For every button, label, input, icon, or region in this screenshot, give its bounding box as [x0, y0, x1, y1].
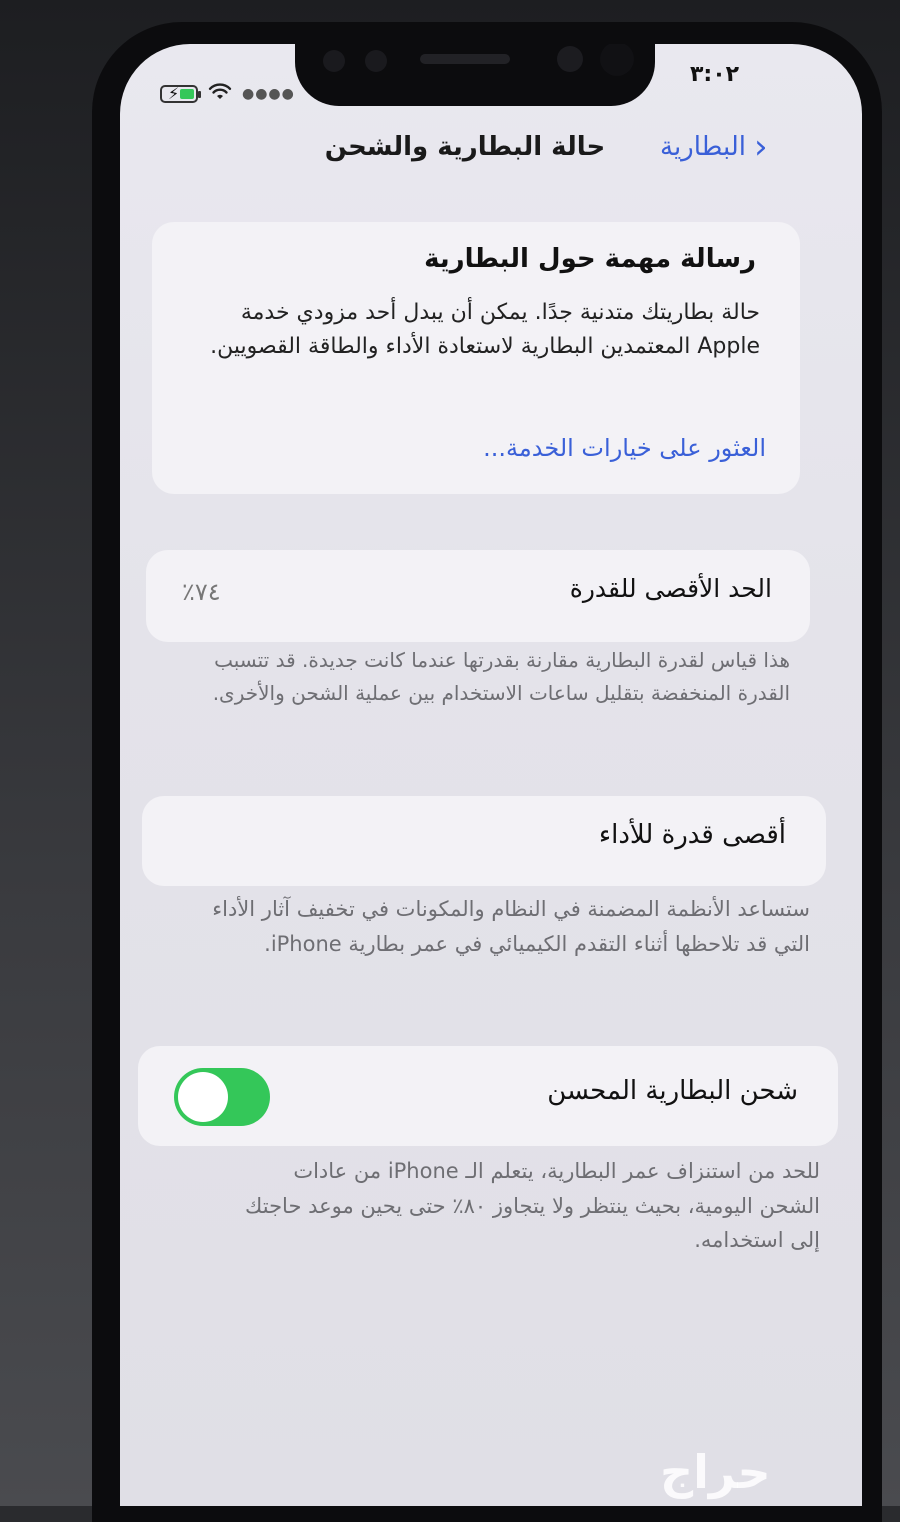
wifi-icon [208, 82, 232, 106]
peak-performance-footer: ستساعد الأنظمة المضمنة في النظام والمكونات في تخفيف آثار الأداء التي قد تلاحظها أثناء التقدم الكيميائي في عمر بطارية iPhone. [212, 897, 810, 956]
haraj-watermark-logo: حراج [660, 1445, 771, 1499]
optimized-charging-footer: للحد من استنزاف عمر البطارية، يتعلم الـ iPhone من عادات الشحن اليومية، بحيث ينتظر ولا يتجاوز ٨٠٪ حتى يحين موعد حاجتك إلى استخدامه. [245, 1159, 820, 1253]
toggle-knob [178, 1072, 228, 1122]
back-button[interactable] [660, 127, 768, 167]
chevron-left-icon: ‹ [753, 127, 768, 167]
back-button-label: البطارية [660, 132, 746, 162]
peak-performance-label: أقصى قدرة للأداء [598, 820, 786, 850]
signal-dots-icon: ●●●● [242, 86, 295, 102]
camera-icon [557, 46, 583, 72]
battery-level-fill [180, 89, 194, 99]
find-service-options-link[interactable]: العثور على خيارات الخدمة... [483, 434, 766, 462]
battery-charging-icon [160, 85, 198, 103]
status-time: ٣:٠٢ [690, 62, 740, 87]
message-title: رسالة مهمة حول البطارية [424, 244, 756, 274]
maximum-capacity-row [146, 550, 810, 642]
status-indicators [160, 82, 295, 106]
maximum-capacity-label: الحد الأقصى للقدرة [569, 574, 772, 603]
sensor-icon [323, 50, 345, 72]
optimized-charging-toggle[interactable] [174, 1068, 270, 1126]
battery-message-card [152, 222, 800, 494]
notch [295, 44, 655, 106]
maximum-capacity-footer: هذا قياس لقدرة البطارية مقارنة بقدرتها عندما كانت جديدة. قد تتسبب القدرة المنخفضة بتقليل ساعات الاستخدام بين عملية الشحن والأخرى. [212, 648, 790, 705]
camera-icon [600, 44, 634, 76]
message-body: حالة بطاريتك متدنية جدًا. يمكن أن يبدل أحد مزودي خدمة Apple المعتمدين البطارية لاستعادة الأداء والطاقة القصويين. [210, 300, 760, 360]
maximum-capacity-value: ٧٤٪ [182, 578, 221, 606]
peak-performance-row [142, 796, 826, 886]
page-title: حالة البطارية والشحن [324, 132, 606, 162]
speaker-grille [420, 54, 510, 64]
sensor-icon [365, 50, 387, 72]
optimized-charging-row [138, 1046, 838, 1146]
bolt-icon: ⚡ [168, 84, 180, 103]
optimized-charging-label: شحن البطارية المحسن [547, 1076, 798, 1106]
